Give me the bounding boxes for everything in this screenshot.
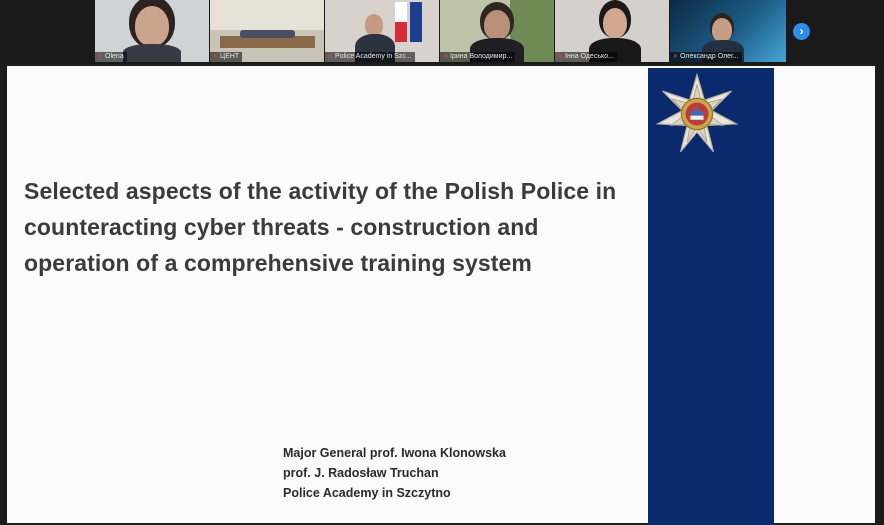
participant-video-face [603, 8, 627, 38]
chevron-right-icon: › [799, 24, 804, 38]
participant-tile[interactable] [210, 0, 324, 62]
participant-video-body [123, 44, 181, 62]
muted-mic-icon: ✕ [443, 54, 449, 60]
participant-video-face [712, 18, 732, 42]
participant-tile[interactable] [325, 0, 439, 62]
flag-poland [395, 2, 407, 42]
participant-name-label: ✕ Olena [95, 52, 127, 62]
participant-strip [0, 0, 884, 64]
affiliation-line: Police Academy in Szczytno [283, 486, 451, 500]
participant-tile[interactable] [95, 0, 209, 62]
author-line: prof. J. Radosław Truchan [283, 466, 439, 480]
next-page-button[interactable] [793, 23, 810, 40]
room-wall [210, 0, 324, 30]
participant-video-face [365, 14, 383, 36]
muted-mic-icon: ✕ [673, 54, 679, 60]
muted-mic-icon: ✕ [328, 54, 334, 60]
slide-title: Selected aspects of the activity of the Polish Police in counteracting cyber threats - construction and operation of a comprehensive training system [24, 178, 617, 276]
participant-tile[interactable] [440, 0, 554, 62]
muted-mic-icon: ✕ [98, 54, 104, 60]
muted-mic-icon: ✕ [213, 54, 219, 60]
slide-authors [283, 443, 583, 503]
participant-tile[interactable] [555, 0, 669, 62]
participant-name-label: ✕ Ірина Володимир... [440, 52, 515, 62]
participant-tile[interactable] [670, 0, 786, 62]
participant-video-face [484, 10, 510, 40]
shared-slide [7, 66, 875, 523]
author-line: Major General prof. Iwona Klonowska [283, 446, 506, 460]
room-people [240, 30, 295, 38]
participant-name-label: ✕ ЦЕНТ [210, 52, 242, 62]
participant-name-label: ✕ Олександр Олег... [670, 52, 742, 62]
participant-name-label: ✕ Police Academy in Szc... [325, 52, 415, 62]
participant-name-label: ✕ Інна Одесько... [555, 52, 617, 62]
participant-video-face [135, 6, 169, 46]
flag-eu [410, 2, 422, 42]
muted-mic-icon: ✕ [558, 54, 564, 60]
police-academy-emblem-icon [656, 73, 738, 155]
side-band [648, 68, 774, 525]
